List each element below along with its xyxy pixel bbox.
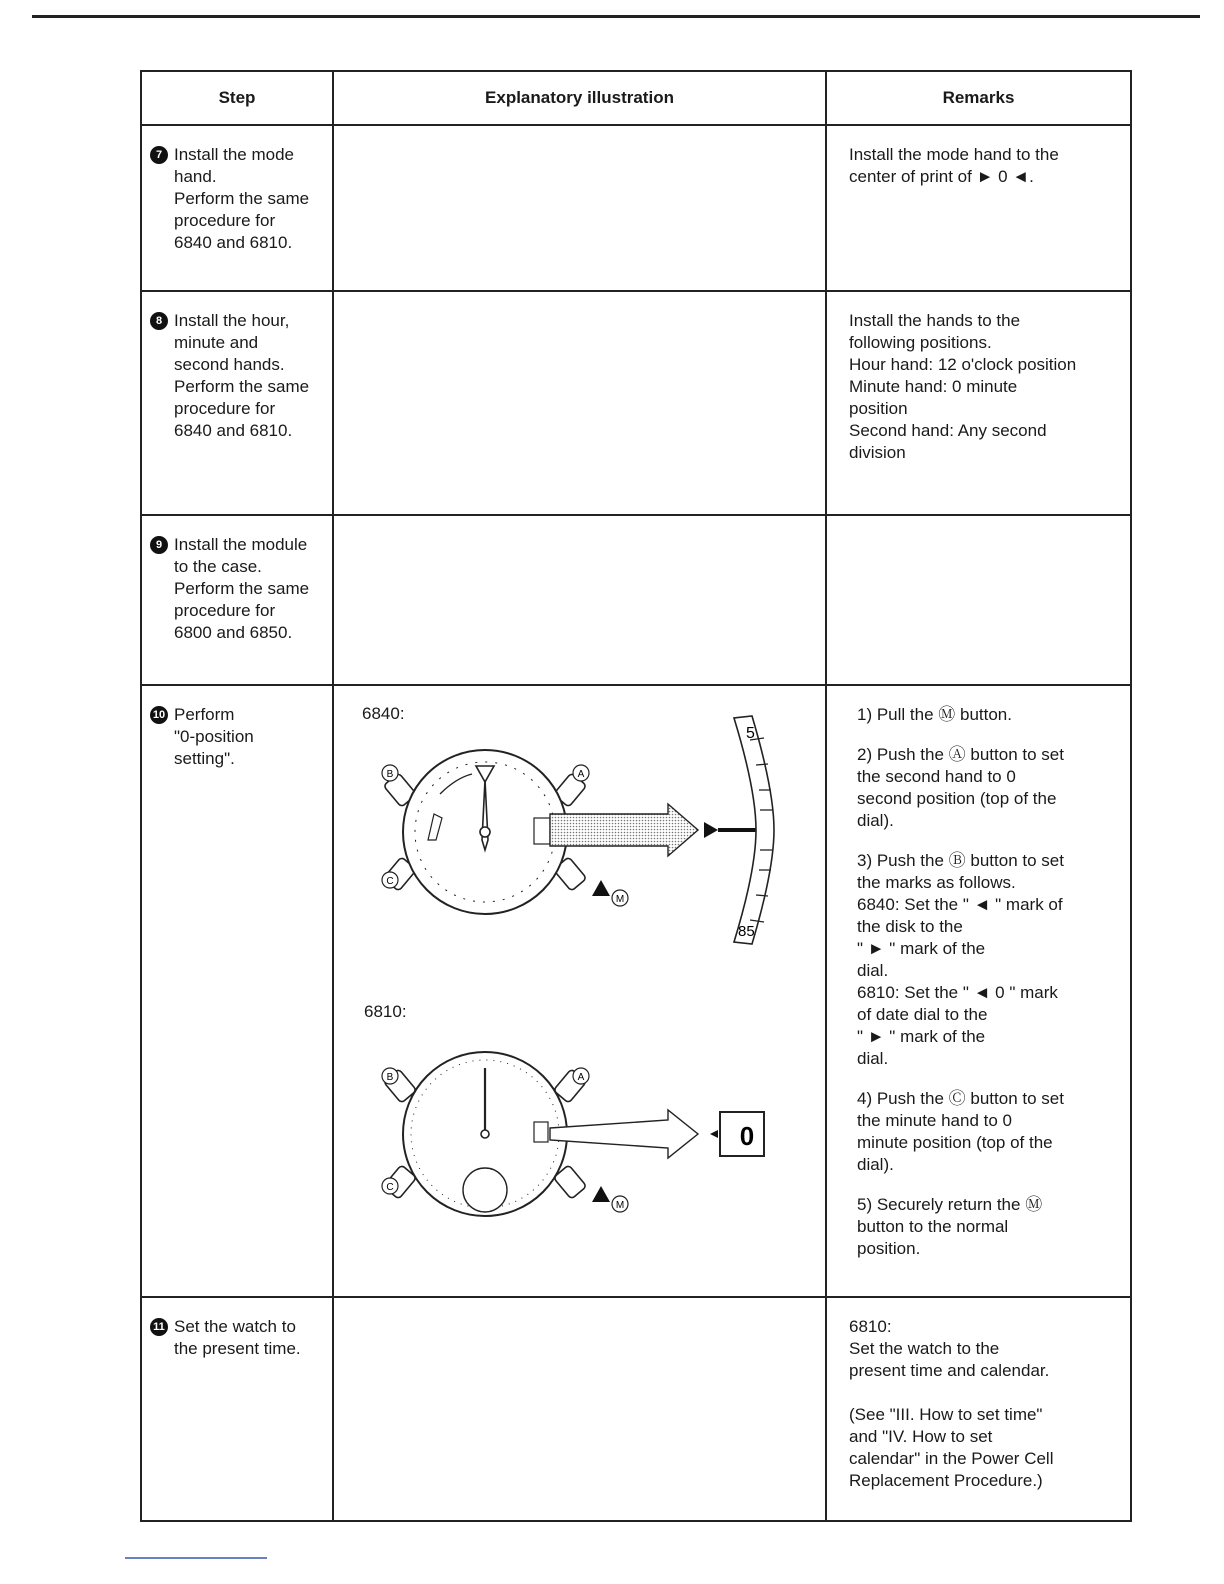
remarks-step: 2) Push the Ⓐ button to set the second hand to 0 second position (top of the dial). xyxy=(857,745,1064,830)
step-cell xyxy=(141,515,333,685)
button-c-label: C xyxy=(386,1182,394,1193)
remarks-cell xyxy=(826,1297,1131,1521)
date-window-label: 0 xyxy=(739,1121,755,1151)
step-number-badge: 9 xyxy=(150,536,168,554)
remarks-text xyxy=(827,516,1130,534)
remarks-text: Install the hands to the following positions. Hour hand: 12 o'clock position Minute hand: 0 minute position Second hand: Any second division xyxy=(849,311,1077,462)
remarks-cell xyxy=(826,291,1131,515)
header-step: Step xyxy=(141,71,333,125)
step-text: Perform "0-position setting". xyxy=(174,705,254,768)
remarks-cell xyxy=(826,125,1131,291)
table-row xyxy=(141,125,1131,291)
remarks-text: 6810: Set the watch to the present time and calendar. (See "III. How to set time" and "IV. How to set calendar" in the Power Cell Replacement Procedure.) xyxy=(849,1317,1054,1490)
remarks-text: Install the mode hand to the center of print of ► 0 ◄. xyxy=(849,145,1059,186)
step-text: Install the mode hand. Perform the same procedure for 6840 and 6810. xyxy=(174,145,310,252)
step-number-badge: 8 xyxy=(150,312,168,330)
button-b-label: B xyxy=(386,769,394,780)
model-label-6810: 6810: xyxy=(364,1002,407,1021)
table-row xyxy=(141,291,1131,515)
scale-bottom-label: 85 xyxy=(738,923,755,940)
illustration-cell xyxy=(333,291,826,515)
header-illustration: Explanatory illustration xyxy=(333,71,826,125)
button-m-label: M xyxy=(615,1200,625,1211)
model-label-6840: 6840: xyxy=(362,704,405,723)
step-cell xyxy=(141,291,333,515)
remarks-cell xyxy=(826,515,1131,685)
remarks-step: 4) Push the Ⓒ button to set the minute hand to 0 minute position (top of the dial). xyxy=(857,1089,1064,1174)
remarks-step: 3) Push the Ⓑ button to set the marks as follows. 6840: Set the " ◄ " mark of the disk to the " ► " mark of the dial. 6810: Set the " ◄ 0 " mark of date dial to the " ► " mark of the dial. xyxy=(857,851,1064,1068)
step-text: Install the hour, minute and second hands. Perform the same procedure for 6840 and 6810. xyxy=(174,311,310,440)
watch-illustrations xyxy=(338,690,818,1280)
step-number-badge: 11 xyxy=(150,1318,168,1336)
illustration-cell xyxy=(333,685,826,1297)
button-a-label: A xyxy=(577,1072,585,1083)
header-remarks: Remarks xyxy=(826,71,1131,125)
step-number-badge: 7 xyxy=(150,146,168,164)
table-row xyxy=(141,685,1131,1297)
table-row xyxy=(141,515,1131,685)
illustration-cell xyxy=(333,1297,826,1521)
illustration-cell xyxy=(333,125,826,291)
button-c-label: C xyxy=(386,876,394,887)
step-text: Install the module to the case. Perform the same procedure for 6800 and 6850. xyxy=(174,535,310,642)
step-cell xyxy=(141,685,333,1297)
step-text: Set the watch to the present time. xyxy=(174,1317,301,1358)
scale-top-label: 5 xyxy=(746,725,755,742)
step-cell xyxy=(141,1297,333,1521)
step-number-badge: 10 xyxy=(150,706,168,724)
remarks-steps-list xyxy=(827,686,1130,1260)
remarks-step: 1) Pull the Ⓜ button. xyxy=(857,705,1012,724)
top-rule xyxy=(32,15,1200,18)
footer-link-rule xyxy=(125,1557,267,1559)
button-b-label: B xyxy=(386,1072,394,1083)
button-a-label: A xyxy=(577,769,585,780)
table-row xyxy=(141,1297,1131,1521)
step-cell xyxy=(141,125,333,291)
remarks-cell xyxy=(826,685,1131,1297)
table-header-row xyxy=(141,71,1131,125)
button-m-label: M xyxy=(615,894,625,905)
remarks-step: 5) Securely return the Ⓜ button to the normal position. xyxy=(857,1195,1043,1258)
procedure-table xyxy=(140,70,1132,1522)
illustration-cell xyxy=(333,515,826,685)
